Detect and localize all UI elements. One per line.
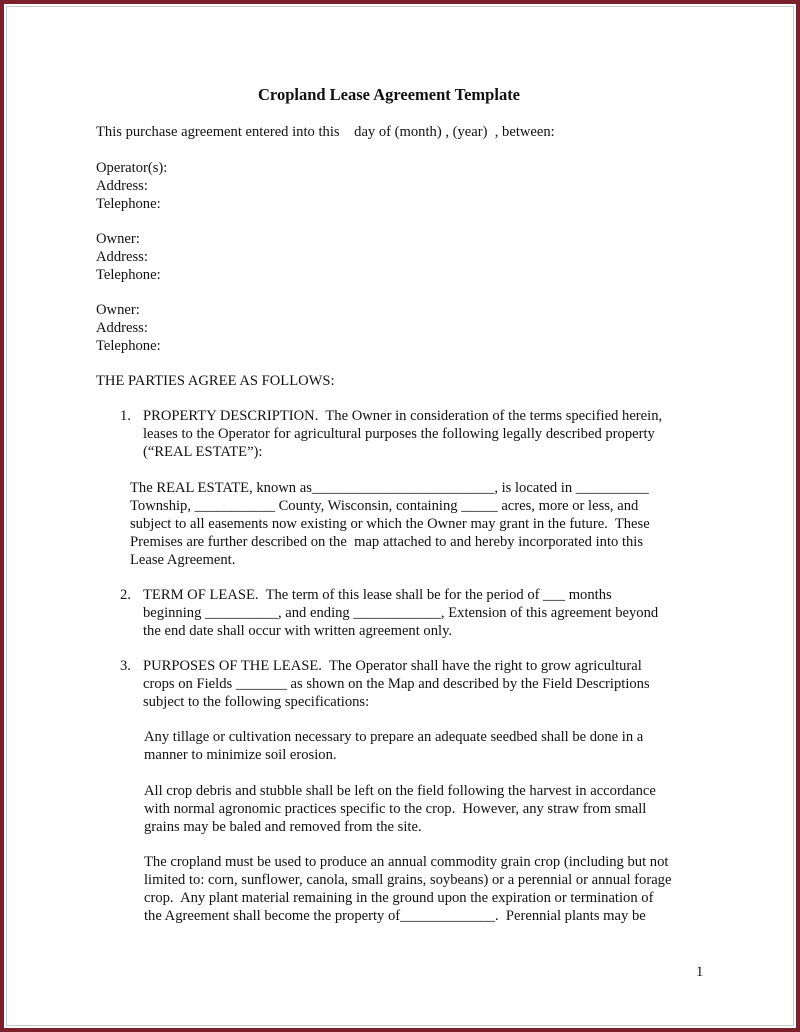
real-estate-line: Premises are further described on the map attached to and hereby incorporated into this: [130, 534, 644, 550]
operator-address-label: Address:: [96, 178, 148, 194]
debris-paragraph-line: with normal agronomic practices specific to the crop. However, any straw from small: [144, 801, 647, 817]
page-number: 1: [696, 964, 704, 980]
tillage-paragraph-line: manner to minimize soil erosion.: [144, 747, 337, 763]
operator-telephone-label: Telephone:: [96, 196, 161, 212]
cropland-paragraph-line: the Agreement shall become the property of_____________. Perennial plants may be: [144, 908, 646, 924]
owner1-telephone-label: Telephone:: [96, 267, 161, 283]
cropland-paragraph-line: limited to: corn, sunflower, canola, small grains, soybeans) or a perennial or annual forage: [144, 872, 672, 888]
section-1-line: (“REAL ESTATE”):: [143, 444, 263, 460]
section-3-line: PURPOSES OF THE LEASE. The Operator shall have the right to grow agricultural: [143, 658, 642, 674]
owner2-address-label: Address:: [96, 320, 148, 336]
section-1-line: leases to the Operator for agricultural purposes the following legally described property: [143, 426, 655, 442]
section-2-line: TERM OF LEASE. The term of this lease shall be for the period of ___ months: [143, 587, 612, 603]
cropland-paragraph-line: crop. Any plant material remaining in the ground upon the expiration or termination of: [144, 890, 654, 906]
owner2-label: Owner:: [96, 302, 140, 318]
section-3-line: crops on Fields _______ as shown on the Map and described by the Field Descriptions: [143, 676, 650, 692]
section-3-number: 3.: [120, 658, 131, 674]
section-2-number: 2.: [120, 587, 131, 603]
operator-label: Operator(s):: [96, 160, 168, 176]
section-2-line: the end date shall occur with written agreement only.: [143, 623, 453, 639]
section-2-line: beginning __________, and ending ____________, Extension of this agreement beyond: [143, 605, 659, 621]
real-estate-line: Township, ___________ County, Wisconsin, containing _____ acres, more or less, and: [130, 498, 639, 514]
real-estate-line: The REAL ESTATE, known as_________________________, is located in __________: [130, 480, 649, 496]
agree-heading: THE PARTIES AGREE AS FOLLOWS:: [96, 373, 335, 389]
section-3-line: subject to the following specifications:: [143, 694, 370, 710]
document-title: Cropland Lease Agreement Template: [258, 85, 521, 104]
owner1-label: Owner:: [96, 231, 140, 247]
cropland-paragraph-line: The cropland must be used to produce an annual commodity grain crop (including but not: [144, 854, 669, 870]
tillage-paragraph-line: Any tillage or cultivation necessary to prepare an adequate seedbed shall be done in a: [144, 729, 644, 745]
debris-paragraph-line: grains may be baled and removed from the site.: [144, 819, 422, 835]
owner1-address-label: Address:: [96, 249, 148, 265]
section-1-line: PROPERTY DESCRIPTION. The Owner in consideration of the terms specified herein,: [143, 408, 663, 424]
real-estate-line: Lease Agreement.: [130, 552, 236, 568]
section-1-number: 1.: [120, 408, 131, 424]
real-estate-line: subject to all easements now existing or which the Owner may grant in the future. These: [130, 516, 650, 532]
debris-paragraph-line: All crop debris and stubble shall be left on the field following the harvest in accordance: [144, 783, 656, 799]
owner2-telephone-label: Telephone:: [96, 338, 161, 354]
intro-line: This purchase agreement entered into this day of (month) , (year) , between:: [96, 124, 555, 140]
